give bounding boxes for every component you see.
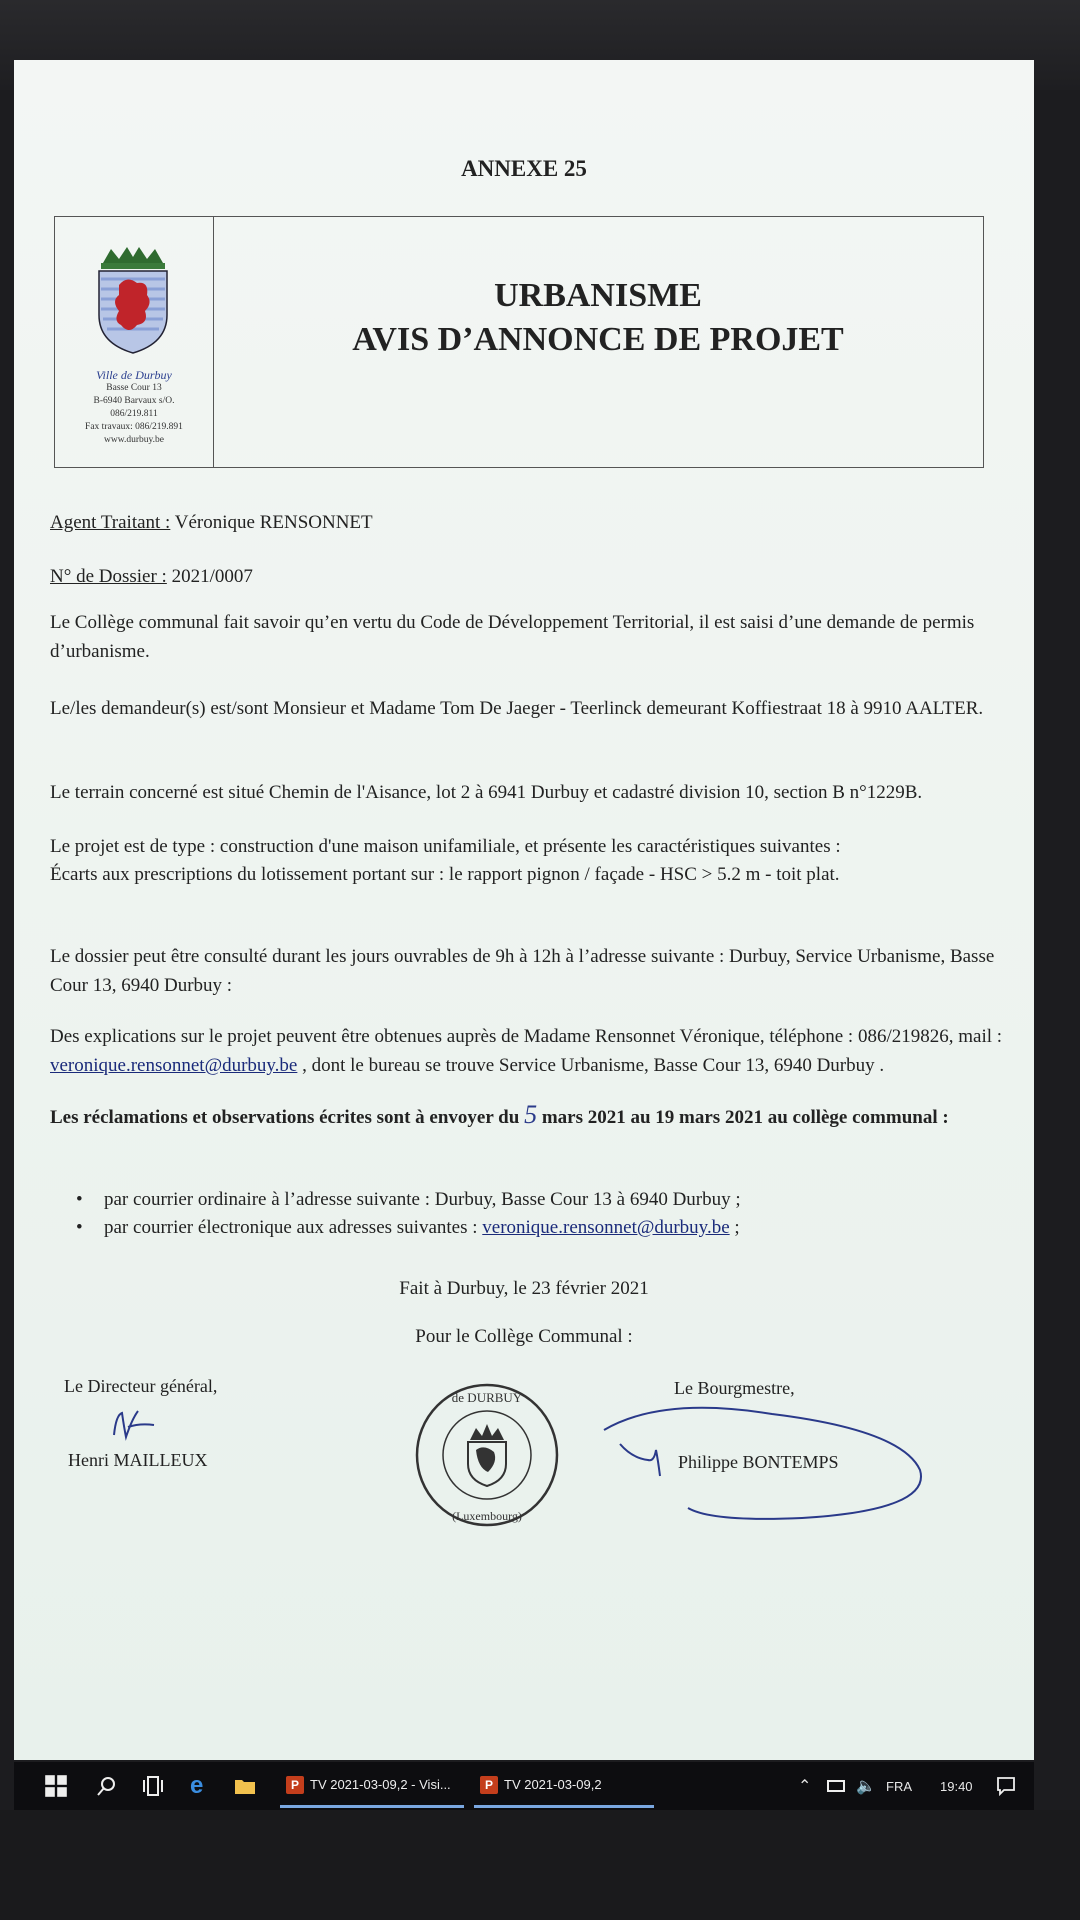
logo-address1: Basse Cour 13	[106, 383, 162, 393]
bourgmestre-title: Le Bourgmestre,	[674, 1378, 795, 1398]
taskbar-app-powerpoint-1[interactable]	[280, 1764, 464, 1808]
file-explorer-icon	[234, 1776, 256, 1796]
windows-start-button[interactable]	[44, 1762, 68, 1810]
search-icon	[96, 1775, 118, 1797]
clock-time: 19:40	[940, 1778, 973, 1794]
logo-contact	[59, 369, 209, 447]
network-button[interactable]	[826, 1762, 846, 1810]
paragraph-reclamations	[50, 1100, 1010, 1132]
paragraph-terrain: Le terrain concerné est situé Chemin de l'Aisance, lot 2 à 6941 Durbuy et cadastré division 10, section B n°1229B.	[50, 782, 923, 803]
explications-text: Des explications sur le projet peuvent être obtenues auprès de Madame Rensonnet Véronique, téléphone : 086/219826, mail :	[50, 1026, 1003, 1047]
file-explorer-button[interactable]	[234, 1762, 256, 1810]
task-view-icon	[142, 1775, 164, 1797]
agent-value: Véronique RENSONNET	[170, 512, 373, 533]
paragraph-projet-type: Le projet est de type : construction d'une maison unifamiliale, et présente les caractéristiques suivantes :	[50, 836, 841, 857]
speaker-icon: 🔈	[856, 1778, 876, 1795]
language-label: FRA	[886, 1778, 912, 1794]
title-avis: AVIS D’ANNONCE DE PROJET	[352, 321, 844, 358]
title-urbanisme: URBANISME	[494, 277, 702, 314]
fait-a-durbuy: Fait à Durbuy, le 23 février 2021	[399, 1278, 649, 1299]
agent-line	[50, 508, 1010, 537]
logo-fax: Fax travaux: 086/219.891	[85, 422, 183, 432]
screen	[14, 60, 1034, 1760]
explications-end: , dont le bureau se trouve Service Urbanisme, Basse Cour 13, 6940 Durbuy .	[297, 1055, 885, 1076]
taskbar-app-label: TV 2021-03-09,2 - Visi...	[310, 1777, 451, 1792]
bourgmestre-name: Philippe BONTEMPS	[678, 1452, 839, 1472]
handwritten-day: 5	[524, 1100, 538, 1129]
edge-button[interactable]	[190, 1762, 203, 1810]
action-center-button[interactable]	[996, 1762, 1016, 1810]
durbuy-crest-logo	[93, 245, 173, 355]
paragraph-college: Le Collège communal fait savoir qu’en vertu du Code de Développement Territorial, il est saisi d’une demande de permis d’urbanisme.	[50, 612, 975, 662]
submission-list	[76, 1186, 741, 1242]
show-hidden-icons-button[interactable]	[798, 1762, 811, 1810]
title-cell	[213, 217, 983, 467]
reclamations-end: mars 2021 au 19 mars 2021 au collège communal :	[537, 1107, 949, 1128]
communal-seal-stamp	[412, 1380, 562, 1530]
header-box	[54, 216, 984, 468]
taskbar-app-label: TV 2021-03-09,2	[504, 1777, 602, 1792]
svg-text:(Luxembourg): (Luxembourg)	[452, 1509, 522, 1523]
directeur-title: Le Directeur général,	[64, 1376, 218, 1396]
directeur-signature	[106, 1405, 166, 1445]
notification-icon	[996, 1776, 1016, 1796]
dossier-line	[50, 562, 1010, 591]
windows-start-icon	[44, 1774, 68, 1798]
taskbar-app-powerpoint-2[interactable]	[474, 1764, 654, 1808]
bullet2-end: ;	[729, 1217, 740, 1238]
edge-icon: e	[190, 1772, 204, 1799]
list-item	[76, 1214, 741, 1242]
directeur-name: Henri MAILLEUX	[68, 1450, 208, 1470]
svg-text:de DURBUY: de DURBUY	[451, 1390, 523, 1405]
search-button[interactable]	[96, 1762, 118, 1810]
dossier-value: 2021/0007	[166, 566, 253, 587]
task-view-button[interactable]	[142, 1762, 164, 1810]
document-page	[14, 60, 1034, 1760]
paragraph-consultation: Le dossier peut être consulté durant les jours ouvrables de 9h à 12h à l’adresse suivante : Durbuy, Service Urbanisme, Basse Cour 13, 6940 Durbuy :	[50, 946, 995, 996]
annexe-label: ANNEXE 25	[461, 156, 587, 181]
logo-address2: B-6940 Barvaux s/O.	[93, 396, 175, 406]
logo-cell	[55, 217, 214, 467]
powerpoint-icon: P	[480, 1776, 498, 1794]
powerpoint-icon: P	[286, 1776, 304, 1794]
logo-phone: 086/219.811	[110, 409, 158, 419]
windows-taskbar	[14, 1762, 1034, 1810]
paragraph-ecarts: Écarts aux prescriptions du lotissement portant sur : le rapport pignon / façade - HSC > 5.2 m - toit plat.	[50, 864, 840, 885]
volume-button[interactable]	[856, 1762, 876, 1810]
chevron-up-icon: ⌃	[798, 1778, 812, 1795]
ville-name: Ville de Durbuy	[96, 368, 172, 382]
language-indicator[interactable]	[886, 1762, 912, 1810]
network-icon	[826, 1778, 846, 1794]
list-item: • par courrier ordinaire à l’adresse suivante : Durbuy, Basse Cour 13 à 6940 Durbuy ;	[76, 1186, 741, 1214]
paragraph-explications	[50, 1022, 1010, 1080]
pour-le-college: Pour le Collège Communal :	[415, 1326, 633, 1347]
email-link[interactable]: veronique.rensonnet@durbuy.be	[482, 1217, 730, 1238]
bullet2-text: par courrier électronique aux adresses suivantes :	[104, 1217, 483, 1238]
logo-web: www.durbuy.be	[104, 435, 164, 445]
clock[interactable]	[940, 1762, 973, 1810]
reclamations-text: Les réclamations et observations écrites sont à envoyer du	[50, 1107, 525, 1128]
agent-label: Agent Traitant :	[50, 512, 171, 533]
dossier-label: N° de Dossier :	[50, 566, 167, 587]
email-link[interactable]: veronique.rensonnet@durbuy.be	[50, 1055, 298, 1076]
monitor-bezel-bottom	[0, 1810, 1080, 1920]
paragraph-demandeurs: Le/les demandeur(s) est/sont Monsieur et Madame Tom De Jaeger - Teerlinck demeurant Koffiestraat 18 à 9910 AALTER.	[50, 698, 984, 719]
